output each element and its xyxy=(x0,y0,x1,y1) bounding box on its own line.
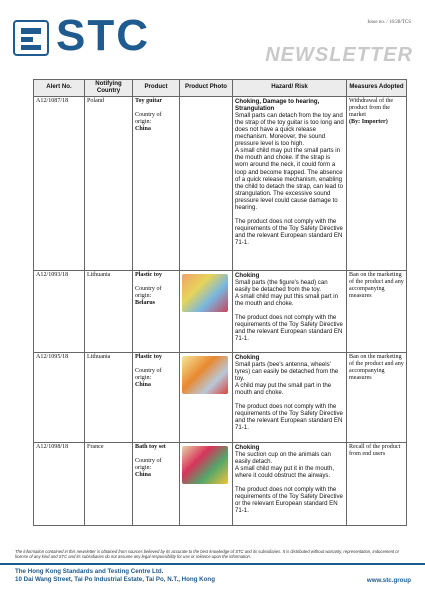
hazard-compliance: The product does not comply with the requirements of the Toy Safety Directive and the relevant European standard EN 71-1. xyxy=(235,314,343,343)
page-header xyxy=(0,0,425,78)
product-photo xyxy=(182,356,228,394)
table-row xyxy=(34,352,407,442)
hazard-description: Small parts can detach from the toy and the strap of the toy guitar is too long and does not have a quick release mechanism. Moreover, the sound pressure level is too high. xyxy=(235,111,344,148)
footer-company xyxy=(15,568,215,584)
hazard-title: Choking xyxy=(235,443,260,451)
company-address: 10 Dai Wang Street, Tai Po Industrial Estate, Tai Po, N.T., Hong Kong xyxy=(15,576,215,583)
product-name: Toy guitar xyxy=(135,97,163,104)
product-cell xyxy=(133,352,180,442)
issue-number: Issue no. / 16/28/TCS xyxy=(367,20,411,25)
newsletter-title: NEWSLETTER xyxy=(265,44,413,66)
disclaimer-text: The information contained in this newsletter is obtained from sources believed by its accurate to the best knowledge of STC and its subsidiaries. It is distributed without warranty, representation, inducement or license of any kind and STC and its subsidiaries do not assume any legal responsibility for use or reliance upon the information. xyxy=(15,549,399,559)
hazard-cell xyxy=(233,442,347,525)
col-header-country: Notifying Country xyxy=(85,80,133,97)
alert-no: A12/1098/18 xyxy=(34,442,85,525)
product-name: Bath toy set xyxy=(135,443,166,450)
photo-cell xyxy=(180,352,233,442)
product-photo xyxy=(182,274,228,312)
origin-value: Belarus xyxy=(135,299,155,306)
hazard-title: Choking, Damage to hearing, Strangulation xyxy=(235,97,320,112)
photo-cell xyxy=(180,96,233,270)
col-header-hazard: Hazard/ Risk xyxy=(233,80,347,97)
measures-text: Ban on the marketing of the product and any accompanying measures xyxy=(349,271,404,299)
hazard-risk: A small child may put the small parts in the mouth and choke. If the strap is worn around the neck, it could form a loop and become trapped. The absence of a quick release mechanism, enabling the child to detach the strap, can lead to strangulation. The excessive sound pressure level could cause damage to hearing. xyxy=(235,147,344,211)
hazard-description: Small parts (the figure's head) can easily be detached from the toy. xyxy=(235,278,328,293)
country: Lithuania xyxy=(85,270,133,352)
logo-text: STC xyxy=(56,11,150,60)
country: France xyxy=(85,442,133,525)
origin-value: China xyxy=(135,471,151,478)
measures-cell xyxy=(347,270,407,352)
table-row xyxy=(34,96,407,270)
product-cell xyxy=(133,270,180,352)
alert-no: A12/1087/18 xyxy=(34,96,85,270)
hazard-cell xyxy=(233,96,347,270)
alert-no: A12/1095/18 xyxy=(34,352,85,442)
hazard-cell xyxy=(233,352,347,442)
photo-cell xyxy=(180,270,233,352)
measures-cell xyxy=(347,442,407,525)
origin-label: Country of origin: xyxy=(135,111,162,125)
hazard-risk: A small child may put it in the mouth, where it could obstruct the airways. xyxy=(235,464,334,479)
origin-label: Country of origin: xyxy=(135,285,162,299)
table-row xyxy=(34,442,407,525)
measures-note: (By: Importer) xyxy=(349,118,388,125)
hazard-title: Choking xyxy=(235,271,260,279)
measures-text: Withdrawal of the product from the market xyxy=(349,97,394,118)
origin-value: China xyxy=(135,125,151,132)
table-row xyxy=(34,270,407,352)
company-name: The Hong Kong Standards and Testing Centre Ltd. xyxy=(15,568,164,575)
hazard-compliance: The product does not comply with the requirements of the Toy Safety Directive and the relevant European standard EN 71-1. xyxy=(235,218,343,247)
col-header-alert-no: Alert No. xyxy=(34,80,85,97)
photo-cell xyxy=(180,442,233,525)
country: Lithuania xyxy=(85,352,133,442)
measures-cell xyxy=(347,96,407,270)
col-header-measures: Measures Adopted xyxy=(347,80,407,97)
product-name: Plastic toy xyxy=(135,353,162,360)
col-header-photo: Product Photo xyxy=(180,80,233,97)
hazard-cell xyxy=(233,270,347,352)
website-link[interactable]: www.stc.group xyxy=(366,577,411,584)
measures-text: Ban on the marketing of the product and any accompanying measures xyxy=(349,353,404,381)
hazard-description: The suction cup on the animals can easily detach. xyxy=(235,450,331,465)
measures-cell xyxy=(347,352,407,442)
footer-divider xyxy=(0,563,425,565)
country: Poland xyxy=(85,96,133,270)
product-cell xyxy=(133,442,180,525)
hazard-compliance: The product does not comply with the requirements of the Toy Safety Directive or the relevant European standard EN 71-1. xyxy=(235,486,343,515)
origin-value: China xyxy=(135,381,151,388)
product-name: Plastic toy xyxy=(135,271,162,278)
table-header-row xyxy=(34,80,407,97)
origin-label: Country of origin: xyxy=(135,367,162,381)
hazard-risk: A child may put the small part in the mouth and choke. xyxy=(235,381,332,397)
stc-logo-icon xyxy=(13,20,49,56)
col-header-product: Product xyxy=(133,80,180,97)
hazard-title: Choking xyxy=(235,353,260,361)
alerts-table xyxy=(33,79,407,526)
hazard-risk: A small child may put this small part in the mouth and choke. xyxy=(235,292,338,307)
origin-label: Country of origin: xyxy=(135,457,162,471)
product-photo xyxy=(182,446,228,484)
alert-no: A12/1093/18 xyxy=(34,270,85,352)
hazard-compliance: The product does not comply with the requirements of the Toy Safety Directive and the relevant European standard EN 71-1. xyxy=(235,403,343,432)
measures-text: Recall of the product from end users xyxy=(349,443,401,457)
hazard-description: Small parts (bee's antenna, wheels' tyres) can easily be detached from the toy. xyxy=(235,360,339,382)
product-cell xyxy=(133,96,180,270)
